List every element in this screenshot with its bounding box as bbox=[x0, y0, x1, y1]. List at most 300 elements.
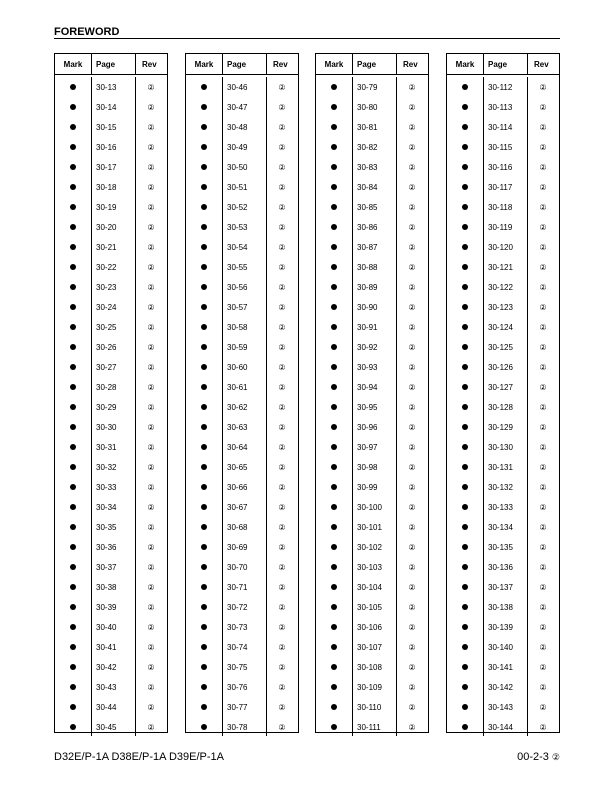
page-cell: 30-81 bbox=[357, 122, 378, 132]
mark-cell bbox=[186, 604, 222, 610]
mark-cell bbox=[447, 264, 483, 270]
bullet-icon bbox=[462, 704, 468, 710]
mark-cell bbox=[55, 104, 91, 110]
rev-cell: ② bbox=[278, 322, 286, 332]
bullet-icon bbox=[331, 464, 337, 470]
bullet-icon bbox=[331, 204, 337, 210]
page-cell: 30-108 bbox=[357, 662, 382, 672]
page-cell: 30-85 bbox=[357, 202, 378, 212]
bullet-icon bbox=[70, 504, 76, 510]
rev-cell: ② bbox=[147, 562, 155, 572]
rev-cell: ② bbox=[408, 642, 416, 652]
rev-cell: ② bbox=[408, 402, 416, 412]
bullet-icon bbox=[331, 264, 337, 270]
rev-cell: ② bbox=[408, 482, 416, 492]
rev-cell: ② bbox=[408, 502, 416, 512]
table-row bbox=[447, 577, 559, 597]
page-cell: 30-111 bbox=[357, 722, 381, 732]
bullet-icon bbox=[462, 484, 468, 490]
mark-cell bbox=[316, 284, 352, 290]
page-cell: 30-40 bbox=[96, 622, 117, 632]
rev-cell: ② bbox=[539, 202, 547, 212]
mark-cell bbox=[316, 404, 352, 410]
rev-cell: ② bbox=[147, 662, 155, 672]
table-row bbox=[186, 157, 298, 177]
page-cell: 30-135 bbox=[488, 542, 513, 552]
header-rev: Rev bbox=[403, 59, 418, 69]
rev-cell: ② bbox=[278, 102, 286, 112]
table-row bbox=[447, 457, 559, 477]
bullet-icon bbox=[462, 124, 468, 130]
revision-table bbox=[54, 53, 168, 733]
rev-cell: ② bbox=[147, 362, 155, 372]
table-row bbox=[55, 117, 167, 137]
mark-cell bbox=[447, 604, 483, 610]
mark-cell bbox=[55, 644, 91, 650]
rev-cell: ② bbox=[408, 162, 416, 172]
page-cell: 30-36 bbox=[96, 542, 117, 552]
mark-cell bbox=[55, 624, 91, 630]
bullet-icon bbox=[201, 104, 207, 110]
bullet-icon bbox=[462, 424, 468, 430]
mark-cell bbox=[316, 84, 352, 90]
bullet-icon bbox=[201, 624, 207, 630]
table-row bbox=[316, 617, 428, 637]
page-cell: 30-16 bbox=[96, 142, 117, 152]
mark-cell bbox=[55, 204, 91, 210]
table-row bbox=[316, 377, 428, 397]
bullet-icon bbox=[331, 644, 337, 650]
table-row bbox=[186, 337, 298, 357]
rev-cell: ② bbox=[539, 222, 547, 232]
rev-cell: ② bbox=[408, 562, 416, 572]
bullet-icon bbox=[331, 444, 337, 450]
rev-cell: ② bbox=[278, 262, 286, 272]
bullet-icon bbox=[70, 624, 76, 630]
page-cell: 30-61 bbox=[227, 382, 248, 392]
bullet-icon bbox=[331, 544, 337, 550]
page-cell: 30-103 bbox=[357, 562, 382, 572]
bullet-icon bbox=[462, 724, 468, 730]
footer-page-number bbox=[517, 751, 560, 763]
table-row bbox=[316, 217, 428, 237]
mark-cell bbox=[316, 544, 352, 550]
mark-cell bbox=[55, 664, 91, 670]
rev-cell: ② bbox=[278, 482, 286, 492]
table-row bbox=[186, 437, 298, 457]
mark-cell bbox=[316, 184, 352, 190]
bullet-icon bbox=[462, 684, 468, 690]
table-row bbox=[186, 97, 298, 117]
page-cell: 30-101 bbox=[357, 522, 382, 532]
table-row bbox=[186, 537, 298, 557]
page-cell: 30-34 bbox=[96, 502, 117, 512]
table-row bbox=[186, 257, 298, 277]
page-cell: 30-17 bbox=[96, 162, 117, 172]
mark-cell bbox=[186, 404, 222, 410]
mark-cell bbox=[447, 424, 483, 430]
bullet-icon bbox=[70, 344, 76, 350]
mark-cell bbox=[186, 464, 222, 470]
page-cell: 30-76 bbox=[227, 682, 248, 692]
page-cell: 30-30 bbox=[96, 422, 117, 432]
bullet-icon bbox=[201, 604, 207, 610]
table-row bbox=[447, 297, 559, 317]
table-row bbox=[55, 577, 167, 597]
page-cell: 30-41 bbox=[96, 642, 117, 652]
page-cell: 30-96 bbox=[357, 422, 378, 432]
table-row bbox=[55, 217, 167, 237]
page-cell: 30-116 bbox=[488, 162, 513, 172]
table-row bbox=[186, 517, 298, 537]
table-row bbox=[447, 657, 559, 677]
table-row bbox=[186, 717, 298, 737]
rev-cell: ② bbox=[278, 242, 286, 252]
page-cell: 30-139 bbox=[488, 622, 513, 632]
table-row bbox=[55, 297, 167, 317]
rev-cell: ② bbox=[539, 502, 547, 512]
rev-cell: ② bbox=[539, 182, 547, 192]
bullet-icon bbox=[70, 84, 76, 90]
table-row bbox=[186, 697, 298, 717]
page-cell: 30-72 bbox=[227, 602, 248, 612]
bullet-icon bbox=[70, 564, 76, 570]
rev-cell: ② bbox=[539, 622, 547, 632]
rev-cell: ② bbox=[278, 82, 286, 92]
table-row bbox=[55, 637, 167, 657]
table-row bbox=[447, 77, 559, 97]
rev-cell: ② bbox=[147, 122, 155, 132]
rev-cell: ② bbox=[408, 622, 416, 632]
table-row bbox=[316, 357, 428, 377]
table-row bbox=[447, 157, 559, 177]
rev-cell: ② bbox=[408, 182, 416, 192]
bullet-icon bbox=[70, 584, 76, 590]
table-row bbox=[447, 377, 559, 397]
mark-cell bbox=[55, 684, 91, 690]
page-cell: 30-91 bbox=[357, 322, 378, 332]
page-cell: 30-64 bbox=[227, 442, 248, 452]
mark-cell bbox=[186, 664, 222, 670]
bullet-icon bbox=[462, 404, 468, 410]
mark-cell bbox=[447, 344, 483, 350]
table-row bbox=[186, 317, 298, 337]
page-cell: 30-102 bbox=[357, 542, 382, 552]
page-cell: 30-106 bbox=[357, 622, 382, 632]
table-row bbox=[316, 657, 428, 677]
mark-cell bbox=[55, 504, 91, 510]
table-row bbox=[55, 537, 167, 557]
table-row bbox=[447, 677, 559, 697]
bullet-icon bbox=[70, 704, 76, 710]
table-row bbox=[186, 637, 298, 657]
table-row bbox=[316, 697, 428, 717]
page-cell: 30-133 bbox=[488, 502, 513, 512]
header-mark: Mark bbox=[55, 54, 92, 74]
table-row bbox=[316, 117, 428, 137]
table-row bbox=[186, 597, 298, 617]
mark-cell bbox=[447, 524, 483, 530]
rev-cell: ② bbox=[278, 202, 286, 212]
page-cell: 30-20 bbox=[96, 222, 117, 232]
page-cell: 30-121 bbox=[488, 262, 513, 272]
table-row bbox=[55, 437, 167, 457]
mark-cell bbox=[55, 284, 91, 290]
mark-cell bbox=[55, 404, 91, 410]
page-cell: 30-58 bbox=[227, 322, 248, 332]
page-cell: 30-109 bbox=[357, 682, 382, 692]
rev-cell: ② bbox=[408, 722, 416, 732]
table-row bbox=[316, 157, 428, 177]
rev-cell: ② bbox=[278, 562, 286, 572]
bullet-icon bbox=[331, 244, 337, 250]
page-title: FOREWORD bbox=[54, 26, 120, 38]
mark-cell bbox=[55, 224, 91, 230]
page-cell: 30-39 bbox=[96, 602, 117, 612]
table-row bbox=[55, 337, 167, 357]
page-cell: 30-128 bbox=[488, 402, 513, 412]
rev-cell: ② bbox=[147, 682, 155, 692]
header-page: Page bbox=[92, 54, 136, 74]
mark-cell bbox=[447, 624, 483, 630]
rev-cell: ② bbox=[147, 442, 155, 452]
page-cell: 30-112 bbox=[488, 82, 513, 92]
table-row bbox=[316, 97, 428, 117]
page-cell: 30-24 bbox=[96, 302, 117, 312]
bullet-icon bbox=[331, 344, 337, 350]
bullet-icon bbox=[331, 124, 337, 130]
table-row bbox=[316, 597, 428, 617]
page-cell: 30-93 bbox=[357, 362, 378, 372]
rev-cell: ② bbox=[408, 462, 416, 472]
bullet-icon bbox=[462, 544, 468, 550]
mark-cell bbox=[186, 384, 222, 390]
rev-cell: ② bbox=[539, 322, 547, 332]
mark-cell bbox=[55, 384, 91, 390]
table-row bbox=[55, 497, 167, 517]
mark-cell bbox=[186, 684, 222, 690]
bullet-icon bbox=[331, 144, 337, 150]
rev-cell: ② bbox=[147, 722, 155, 732]
bullet-icon bbox=[201, 84, 207, 90]
mark-cell bbox=[186, 704, 222, 710]
table-row bbox=[186, 577, 298, 597]
table-row bbox=[316, 497, 428, 517]
page-cell: 30-43 bbox=[96, 682, 117, 692]
bullet-icon bbox=[201, 584, 207, 590]
mark-cell bbox=[447, 504, 483, 510]
rev-cell: ② bbox=[539, 642, 547, 652]
table-row bbox=[447, 177, 559, 197]
page-cell: 30-67 bbox=[227, 502, 248, 512]
bullet-icon bbox=[462, 444, 468, 450]
bullet-icon bbox=[201, 724, 207, 730]
page-cell: 30-55 bbox=[227, 262, 248, 272]
mark-cell bbox=[186, 424, 222, 430]
mark-cell bbox=[316, 484, 352, 490]
mark-cell bbox=[447, 244, 483, 250]
page-cell: 30-114 bbox=[488, 122, 513, 132]
mark-cell bbox=[316, 144, 352, 150]
rev-cell: ② bbox=[408, 342, 416, 352]
mark-cell bbox=[447, 404, 483, 410]
page-cell: 30-29 bbox=[96, 402, 117, 412]
mark-cell bbox=[186, 164, 222, 170]
mark-cell bbox=[186, 544, 222, 550]
mark-cell bbox=[186, 584, 222, 590]
mark-cell bbox=[316, 724, 352, 730]
header-rev: Rev bbox=[534, 59, 549, 69]
mark-cell bbox=[447, 144, 483, 150]
bullet-icon bbox=[201, 304, 207, 310]
rev-cell: ② bbox=[539, 142, 547, 152]
mark-cell bbox=[447, 324, 483, 330]
mark-cell bbox=[186, 444, 222, 450]
page-cell: 30-15 bbox=[96, 122, 117, 132]
mark-cell bbox=[186, 344, 222, 350]
bullet-icon bbox=[201, 344, 207, 350]
bullet-icon bbox=[201, 704, 207, 710]
bullet-icon bbox=[462, 324, 468, 330]
rev-cell: ② bbox=[408, 602, 416, 612]
table-row bbox=[447, 697, 559, 717]
table-row bbox=[55, 697, 167, 717]
page-cell: 30-113 bbox=[488, 102, 513, 112]
page-cell: 30-42 bbox=[96, 662, 117, 672]
table-row bbox=[186, 417, 298, 437]
table-row bbox=[186, 117, 298, 137]
table-row bbox=[447, 397, 559, 417]
table-row bbox=[55, 477, 167, 497]
table-row bbox=[55, 357, 167, 377]
table-row bbox=[316, 277, 428, 297]
mark-cell bbox=[316, 164, 352, 170]
bullet-icon bbox=[201, 404, 207, 410]
rev-cell: ② bbox=[278, 462, 286, 472]
mark-cell bbox=[186, 324, 222, 330]
bullet-icon bbox=[70, 424, 76, 430]
bullet-icon bbox=[70, 144, 76, 150]
page-cell: 30-45 bbox=[96, 722, 117, 732]
page-cell: 30-120 bbox=[488, 242, 513, 252]
rev-cell: ② bbox=[147, 582, 155, 592]
page-cell: 30-60 bbox=[227, 362, 248, 372]
mark-cell bbox=[186, 304, 222, 310]
mark-cell bbox=[316, 204, 352, 210]
table-row bbox=[316, 417, 428, 437]
bullet-icon bbox=[331, 584, 337, 590]
header-mark: Mark bbox=[186, 54, 223, 74]
rev-cell: ② bbox=[408, 262, 416, 272]
page-cell: 30-74 bbox=[227, 642, 248, 652]
page-cell: 30-38 bbox=[96, 582, 117, 592]
mark-cell bbox=[186, 624, 222, 630]
table-row bbox=[447, 117, 559, 137]
rev-cell: ② bbox=[278, 122, 286, 132]
bullet-icon bbox=[331, 284, 337, 290]
rev-cell: ② bbox=[278, 222, 286, 232]
rev-cell: ② bbox=[539, 602, 547, 612]
mark-cell bbox=[316, 244, 352, 250]
mark-cell bbox=[316, 644, 352, 650]
rev-cell: ② bbox=[539, 102, 547, 112]
bullet-icon bbox=[331, 564, 337, 570]
bullet-icon bbox=[201, 364, 207, 370]
rev-cell: ② bbox=[147, 522, 155, 532]
rev-cell: ② bbox=[278, 402, 286, 412]
mark-cell bbox=[55, 484, 91, 490]
bullet-icon bbox=[462, 384, 468, 390]
mark-cell bbox=[186, 564, 222, 570]
header-rule bbox=[54, 38, 560, 39]
bullet-icon bbox=[201, 544, 207, 550]
rev-cell: ② bbox=[278, 182, 286, 192]
mark-cell bbox=[186, 264, 222, 270]
rev-cell: ② bbox=[147, 162, 155, 172]
bullet-icon bbox=[201, 144, 207, 150]
bullet-icon bbox=[462, 664, 468, 670]
table-row bbox=[55, 597, 167, 617]
table-row bbox=[316, 517, 428, 537]
rev-cell: ② bbox=[539, 722, 547, 732]
bullet-icon bbox=[462, 84, 468, 90]
mark-cell bbox=[447, 664, 483, 670]
bullet-icon bbox=[462, 244, 468, 250]
bullet-icon bbox=[201, 184, 207, 190]
rev-cell: ② bbox=[539, 302, 547, 312]
page-cell: 30-25 bbox=[96, 322, 117, 332]
bullet-icon bbox=[201, 224, 207, 230]
mark-cell bbox=[55, 324, 91, 330]
mark-cell bbox=[316, 524, 352, 530]
table-row bbox=[447, 637, 559, 657]
table-header-row bbox=[316, 54, 428, 75]
rev-cell: ② bbox=[539, 262, 547, 272]
rev-cell: ② bbox=[539, 522, 547, 532]
table-body bbox=[55, 77, 167, 736]
rev-cell: ② bbox=[408, 202, 416, 212]
mark-cell bbox=[55, 144, 91, 150]
mark-cell bbox=[186, 124, 222, 130]
rev-cell: ② bbox=[278, 702, 286, 712]
mark-cell bbox=[55, 344, 91, 350]
page-cell: 30-83 bbox=[357, 162, 378, 172]
bullet-icon bbox=[462, 644, 468, 650]
rev-cell: ② bbox=[539, 562, 547, 572]
bullet-icon bbox=[70, 264, 76, 270]
page-cell: 30-14 bbox=[96, 102, 117, 112]
rev-cell: ② bbox=[408, 222, 416, 232]
bullet-icon bbox=[462, 364, 468, 370]
mark-cell bbox=[55, 164, 91, 170]
page-cell: 30-136 bbox=[488, 562, 513, 572]
table-row bbox=[55, 97, 167, 117]
rev-cell: ② bbox=[539, 402, 547, 412]
bullet-icon bbox=[331, 664, 337, 670]
bullet-icon bbox=[201, 564, 207, 570]
page-cell: 30-19 bbox=[96, 202, 117, 212]
mark-cell bbox=[447, 444, 483, 450]
page-cell: 30-52 bbox=[227, 202, 248, 212]
table-row bbox=[186, 397, 298, 417]
rev-cell: ② bbox=[278, 422, 286, 432]
revision-table bbox=[315, 53, 429, 733]
mark-cell bbox=[186, 644, 222, 650]
bullet-icon bbox=[70, 404, 76, 410]
bullet-icon bbox=[331, 624, 337, 630]
header-rev: Rev bbox=[142, 59, 157, 69]
table-row bbox=[55, 177, 167, 197]
